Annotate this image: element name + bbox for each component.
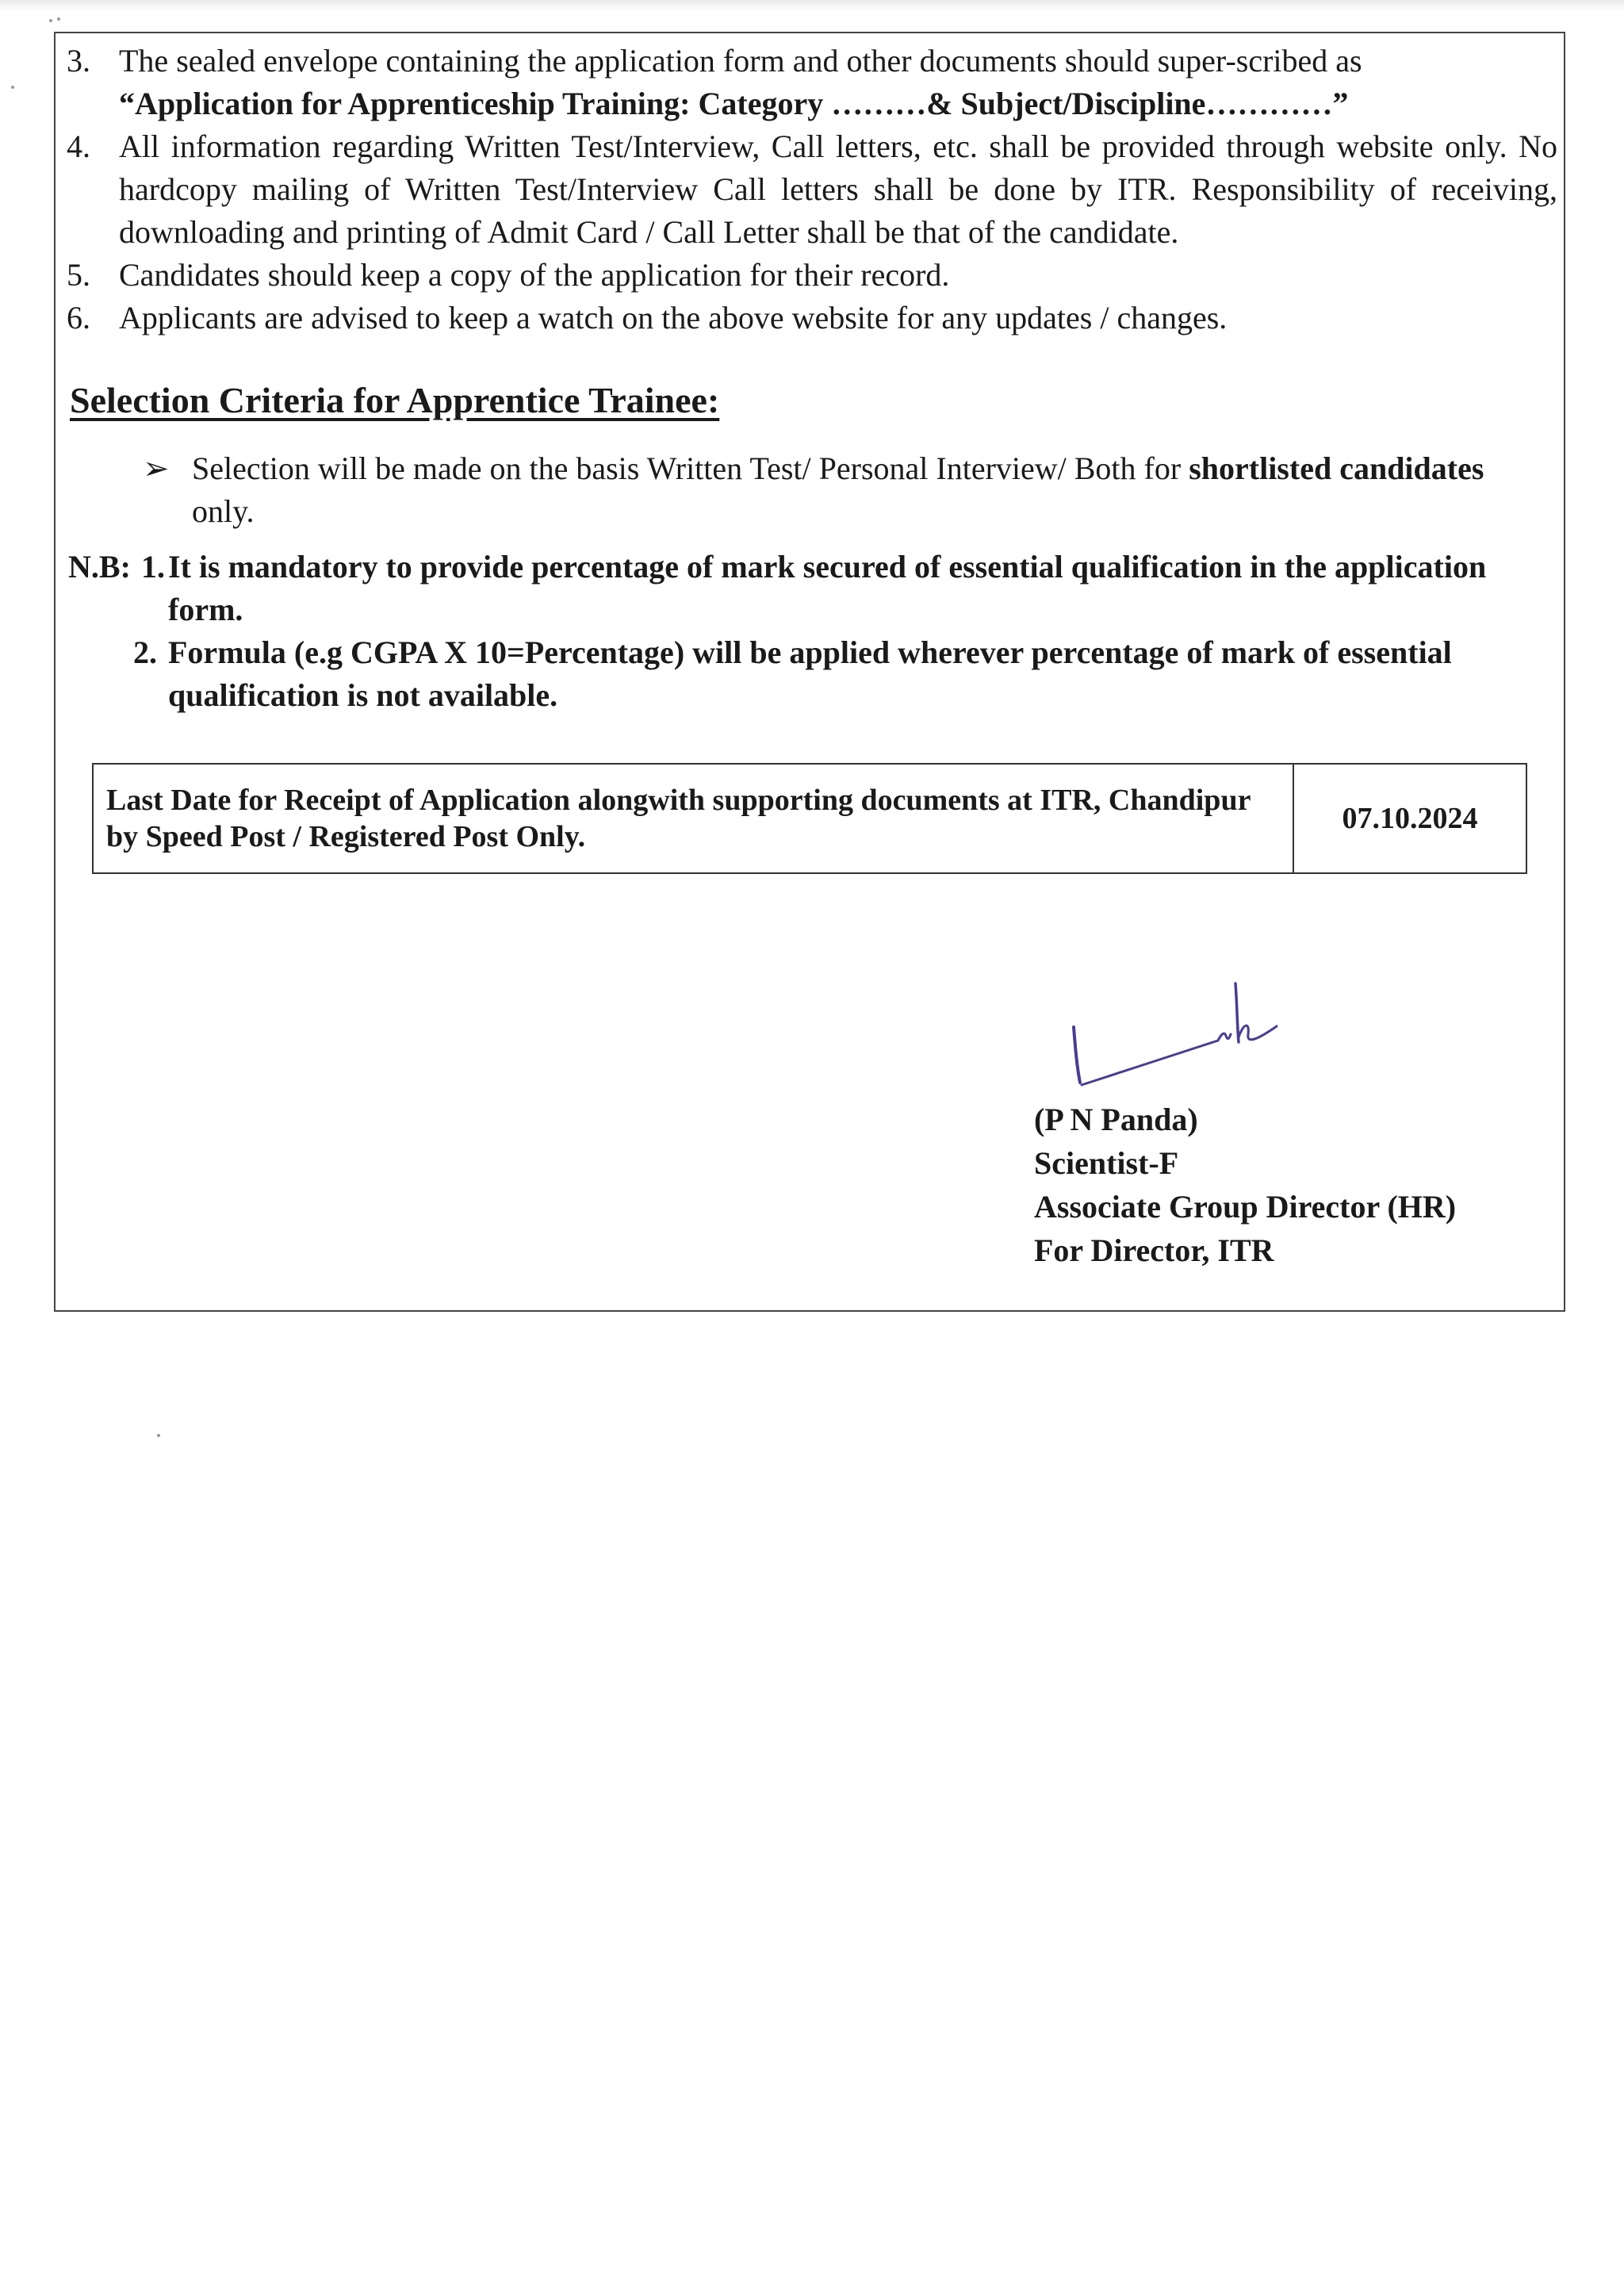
scan-speck — [49, 19, 52, 22]
instruction-text: Candidates should keep a copy of the application for their record. — [119, 257, 950, 293]
scan-speck — [157, 1434, 160, 1437]
deadline-date: 07.10.2024 — [1293, 764, 1526, 873]
scan-speck — [57, 17, 60, 21]
selection-text-end: only. — [192, 493, 255, 529]
arrow-bullet-icon: ➢ — [143, 450, 170, 486]
selection-criteria-heading: Selection Criteria for Apprentice Trainee: — [70, 380, 720, 420]
deadline-label-line1: Last Date for Receipt of Application alongwith supporting documents at ITR, Chandipur — [106, 784, 1251, 817]
deadline-row — [93, 764, 1526, 873]
signatory-role: Associate Group Director (HR) — [1034, 1189, 1457, 1225]
instruction-number: 4. — [67, 128, 90, 164]
deadline-label-line2: by Speed Post / Registered Post Only. — [106, 820, 586, 853]
instruction-text: Applicants are advised to keep a watch on the above website for any updates / changes. — [119, 300, 1228, 335]
scan-speck — [11, 86, 14, 89]
note-item-1 — [68, 546, 1551, 631]
instruction-text: All information regarding Written Test/Interview, Call letters, etc. shall be provided through website only. No hardcopy mailing of Written Test/Interview Call letters shall be done by ITR. Responsibility of receiving, downloading and printing of Admit Card / Call Letter shall be that of the candidate. — [119, 128, 1557, 250]
deadline-table — [92, 763, 1527, 874]
instruction-number: 3. — [67, 43, 90, 79]
scan-edge-shadow — [0, 0, 1624, 11]
signatory-block — [1034, 1098, 1456, 1272]
signatory-for-line: For Director, ITR — [1034, 1232, 1274, 1268]
selection-text: Selection will be made on the basis Written Test/ Personal Interview/ Both for — [192, 450, 1182, 486]
note-item-2 — [68, 631, 1551, 717]
instruction-item-4 — [67, 125, 1557, 254]
notes-block — [68, 546, 1551, 717]
note-number: 2. — [133, 634, 157, 670]
notes-label: N.B: — [68, 549, 131, 585]
selection-bullet-text — [192, 447, 1538, 533]
envelope-superscription: “Application for Apprenticeship Training: Category ………& Subject/Discipline…………” — [119, 86, 1349, 121]
deadline-label-cell — [93, 764, 1293, 873]
instructions-list — [67, 40, 1557, 339]
handwritten-signature — [1063, 968, 1300, 1102]
instruction-number: 5. — [67, 257, 90, 293]
selection-text-bold: shortlisted candidates — [1189, 450, 1484, 486]
signatory-name: (P N Panda) — [1034, 1102, 1198, 1137]
note-text: It is mandatory to provide percentage of mark secured of essential qualification in the application form. — [168, 549, 1487, 627]
signatory-designation: Scientist-F — [1034, 1145, 1179, 1181]
instruction-number: 6. — [67, 300, 90, 335]
selection-bullet — [143, 447, 1538, 533]
instruction-text: The sealed envelope containing the application form and other documents should super-scribed as — [119, 43, 1362, 79]
instruction-item-5 — [67, 254, 1557, 297]
note-number: 1. — [141, 549, 165, 585]
note-text: Formula (e.g CGPA X 10=Percentage) will be applied wherever percentage of mark of essential qualification is not available. — [168, 634, 1452, 713]
instruction-item-3 — [67, 40, 1557, 125]
instruction-item-6 — [67, 297, 1557, 339]
